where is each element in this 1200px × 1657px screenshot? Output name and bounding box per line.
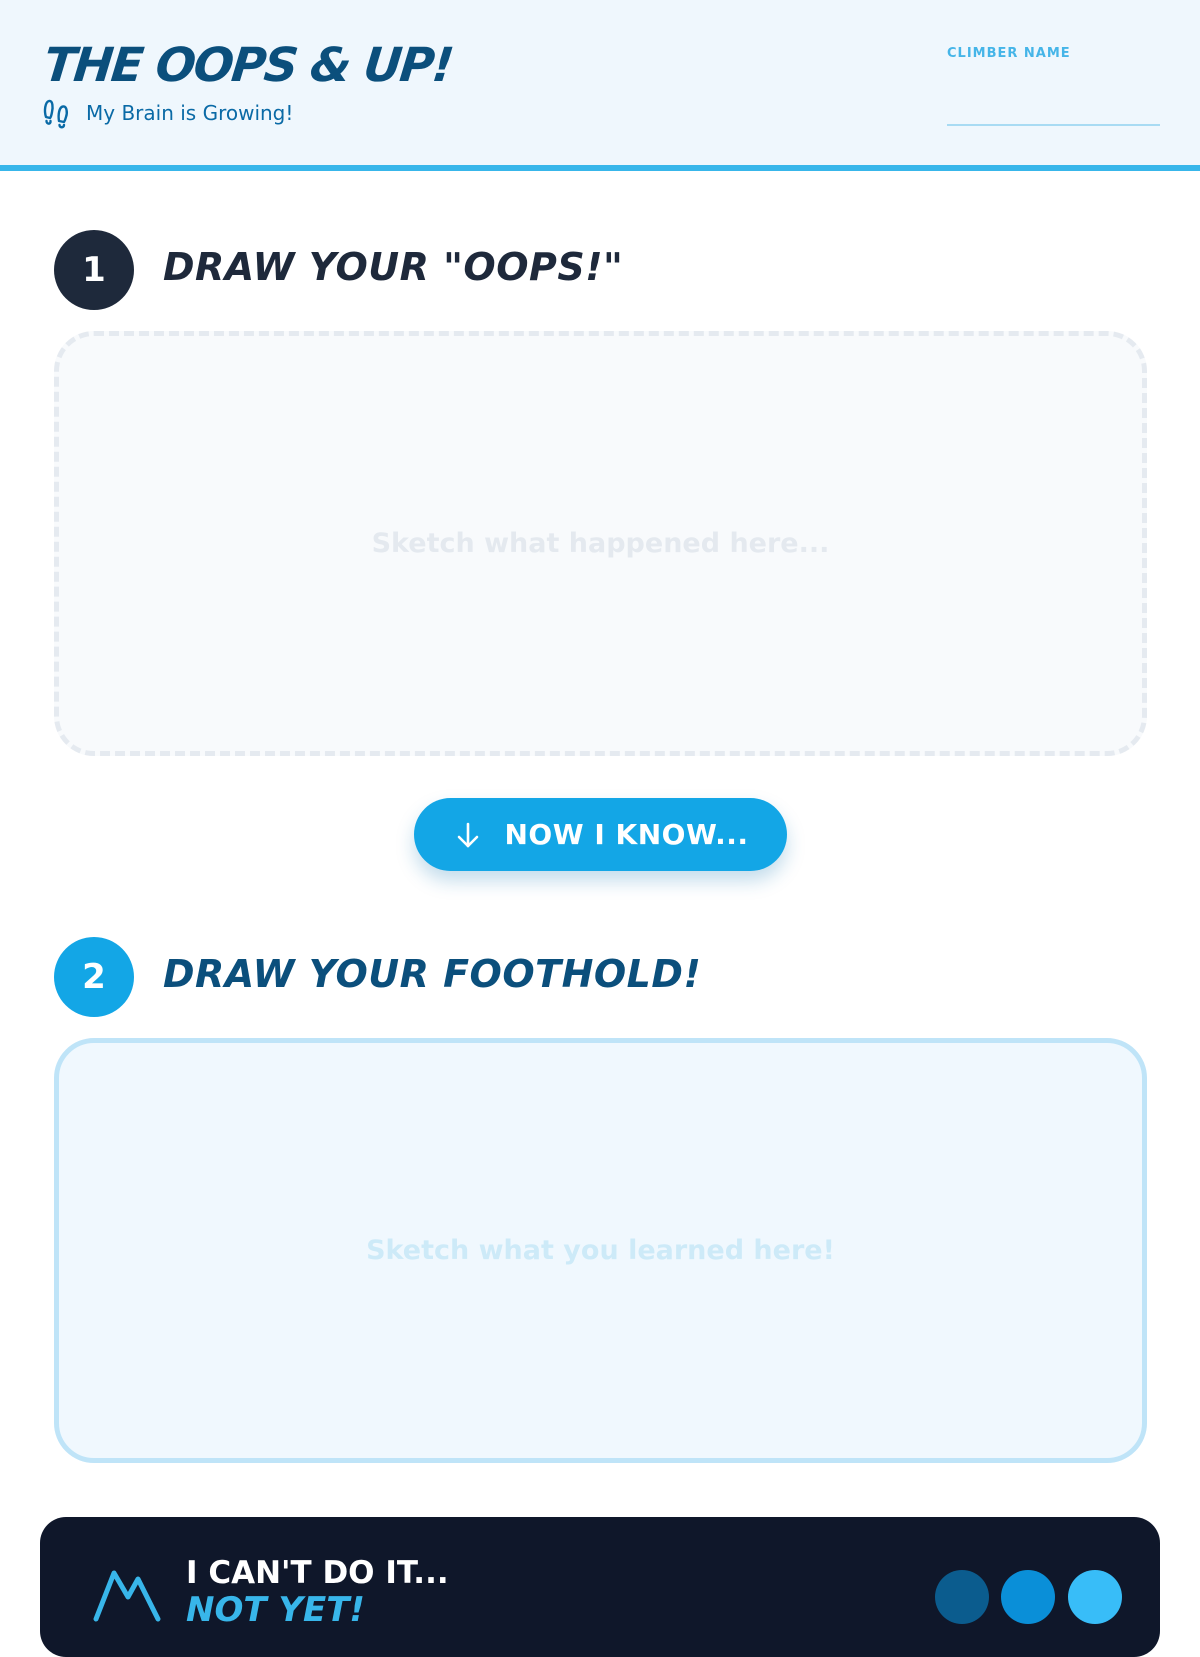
step-1-title: DRAW YOUR "OOPS!" <box>163 245 624 289</box>
page-subtitle: My Brain is Growing! <box>86 101 294 125</box>
climber-name-label: CLIMBER NAME <box>947 46 1071 61</box>
progress-dot-3 <box>1068 1570 1122 1624</box>
arrow-down-icon <box>453 819 483 851</box>
footer-banner <box>40 1517 1160 1657</box>
footprints-icon <box>42 97 72 129</box>
now-i-know-label: NOW I KNOW... <box>504 818 749 851</box>
subtitle-row <box>42 97 293 129</box>
step-2-title: DRAW YOUR FOOTHOLD! <box>163 952 702 996</box>
mountain-icon <box>92 1561 164 1621</box>
step-1-badge: 1 <box>54 230 134 310</box>
oops-drawing-area[interactable] <box>54 331 1147 756</box>
page-title: THE OOPS & UP! <box>41 38 455 93</box>
footer-line-2: NOT YET! <box>186 1590 365 1630</box>
now-i-know-button[interactable] <box>414 798 787 871</box>
progress-dot-1 <box>935 1570 989 1624</box>
footer-line-1: I CAN'T DO IT... <box>186 1555 449 1591</box>
foothold-drawing-area[interactable] <box>54 1038 1147 1463</box>
climber-name-field[interactable] <box>947 66 1160 126</box>
progress-dot-2 <box>1001 1570 1055 1624</box>
oops-drawing-placeholder: Sketch what happened here... <box>371 528 830 559</box>
page-header <box>0 0 1200 171</box>
step-2-badge: 2 <box>54 937 134 1017</box>
foothold-drawing-placeholder: Sketch what you learned here! <box>366 1235 835 1266</box>
